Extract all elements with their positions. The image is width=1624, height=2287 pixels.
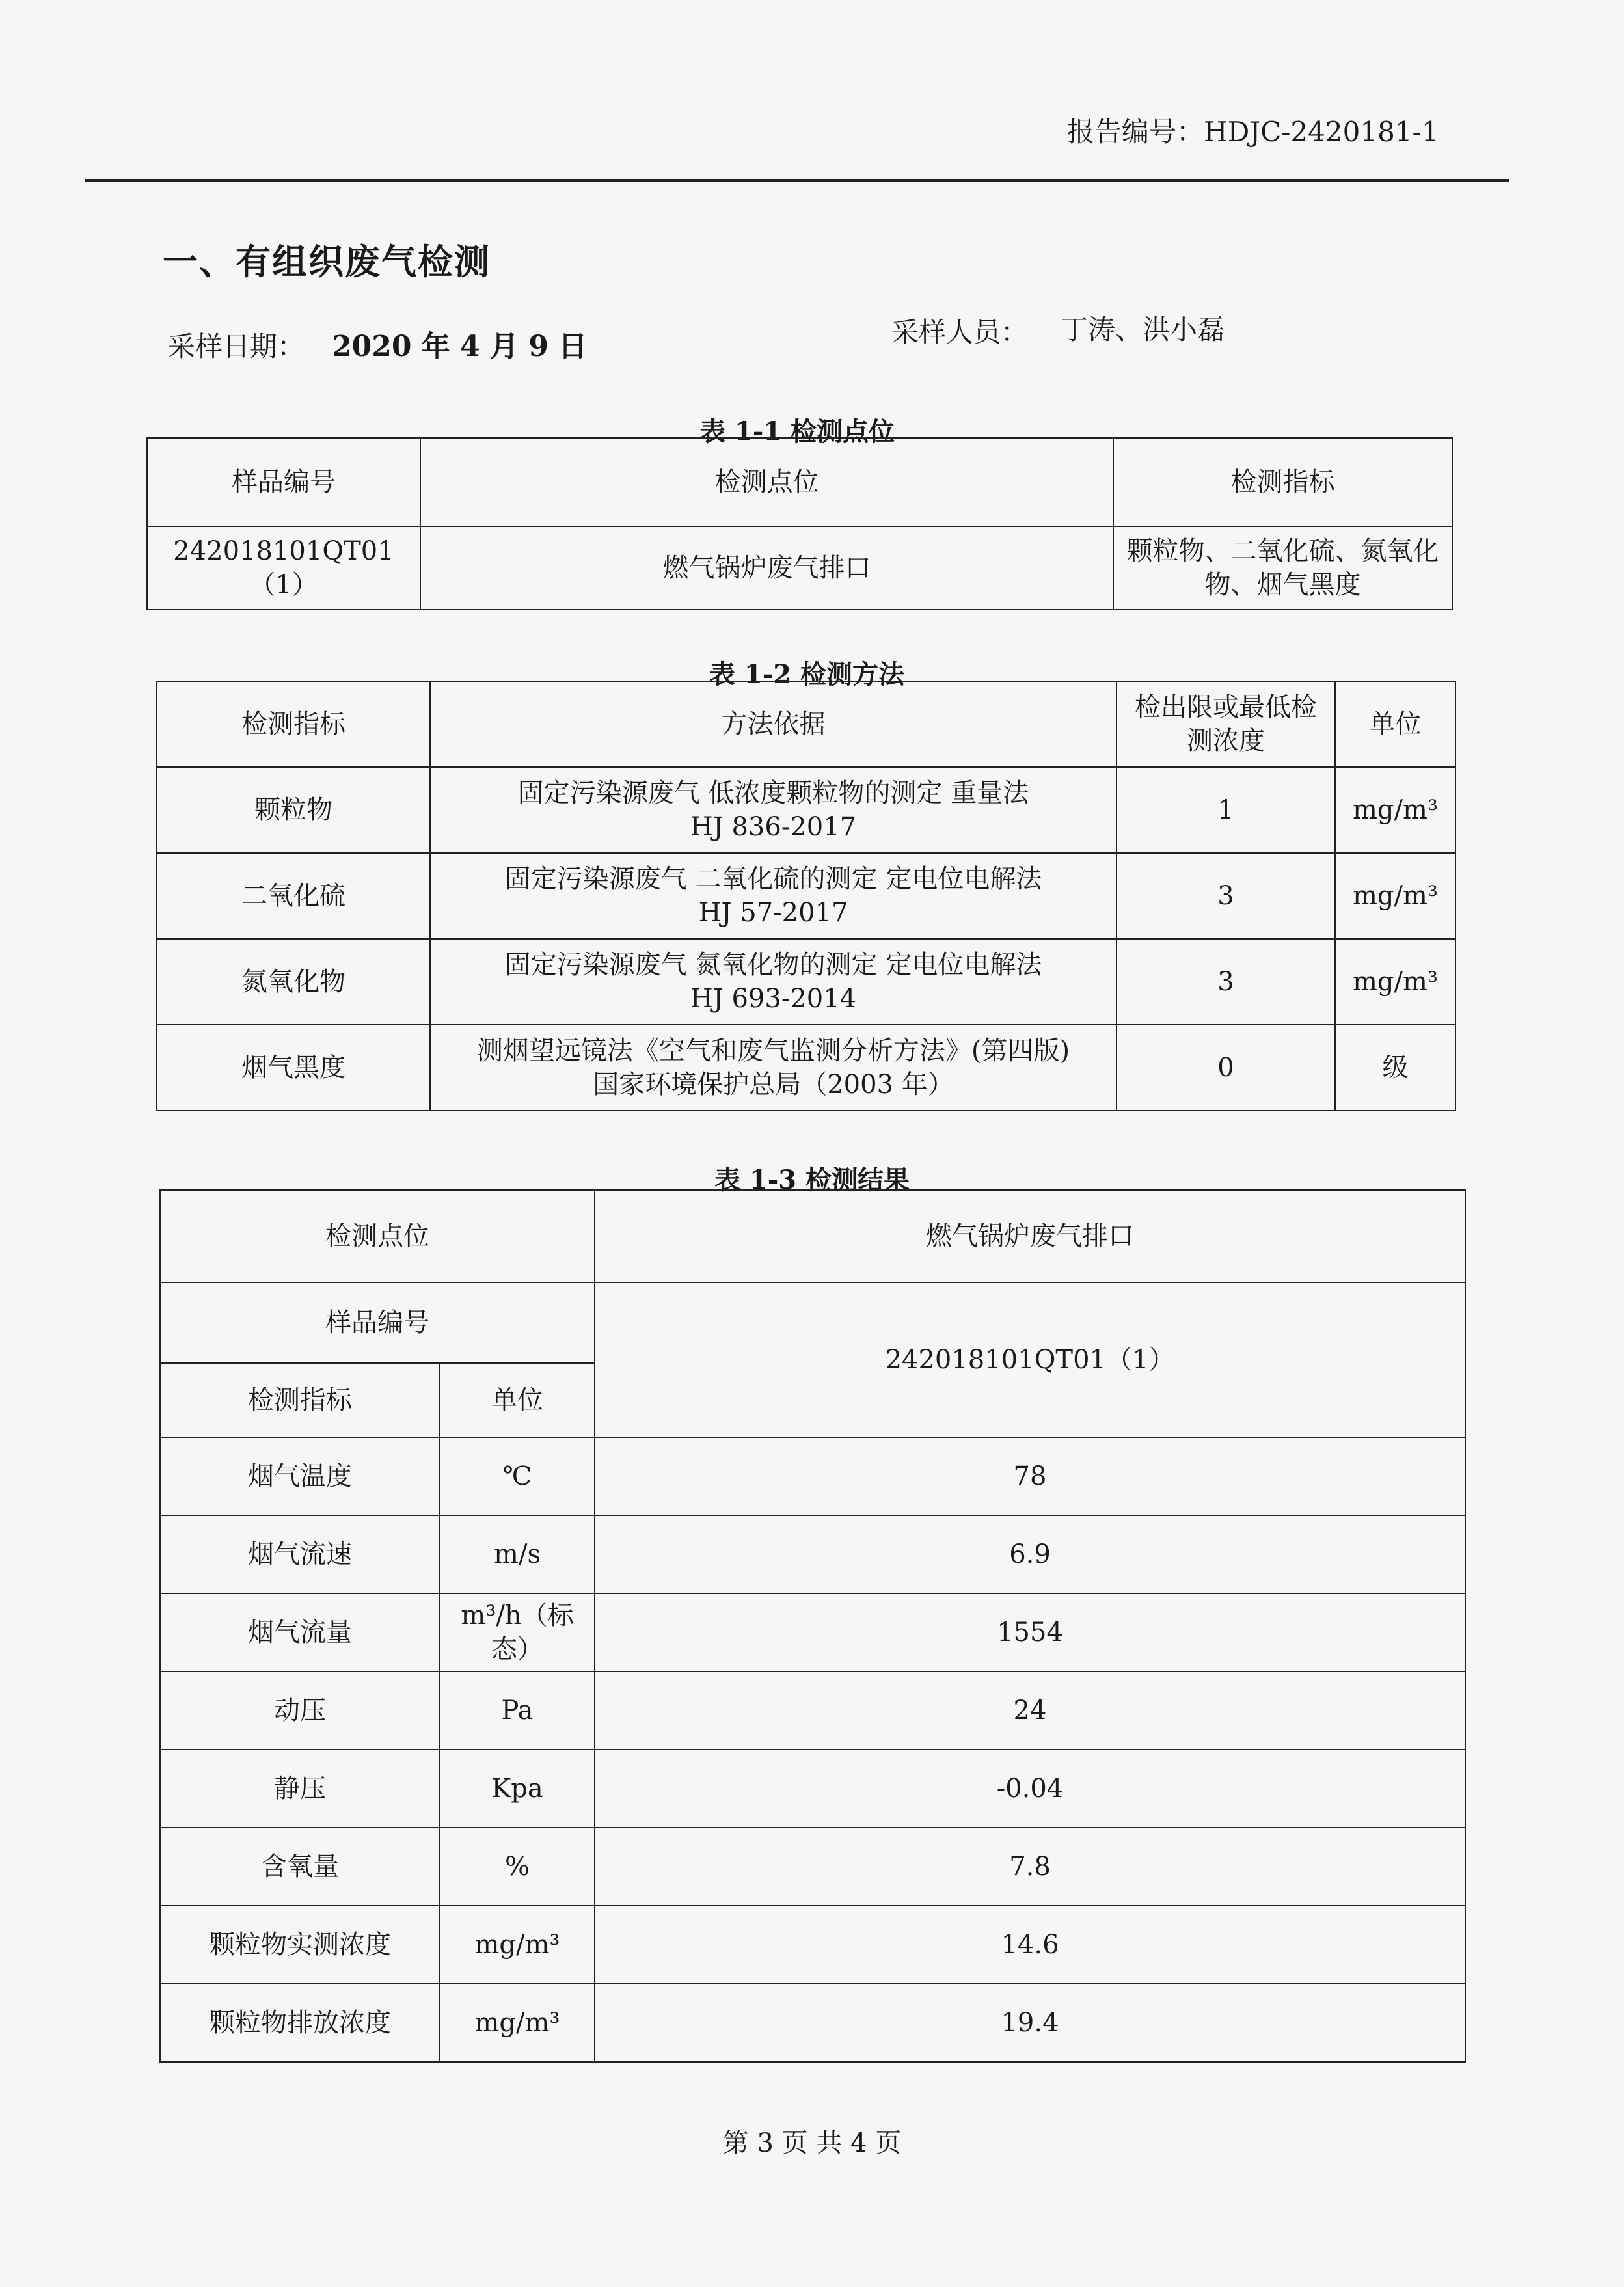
table-header-cell: 检出限或最低检测浓度	[1116, 681, 1335, 767]
table-cell: 动压	[160, 1671, 440, 1750]
table-cell: 烟气黑度	[157, 1025, 430, 1111]
table2-caption: 表 1-2 检测方法	[709, 659, 905, 690]
table-cell: 烟气流量	[160, 1593, 440, 1671]
table-cell: -0.04	[595, 1750, 1465, 1828]
sampling-date: 2020 年 4 月 9 日	[332, 330, 588, 363]
table-cell: ℃	[440, 1437, 595, 1515]
method-text: 固定污染源废气 氮氧化物的测定 定电位电解法	[504, 950, 1042, 980]
table-header-cell: 检测指标	[157, 681, 430, 767]
table-row	[160, 1906, 1465, 1984]
table-header-cell: 检测点位	[420, 438, 1113, 526]
table-cell: 含氧量	[160, 1828, 440, 1906]
table-row	[160, 1515, 1465, 1593]
section-title: 一、有组织废气检测	[163, 241, 491, 282]
table-row	[160, 1437, 1465, 1515]
method-text: 测烟望远镜法《空气和废气监测分析方法》(第四版)	[476, 1036, 1070, 1066]
table-cell	[430, 853, 1116, 939]
table-cell: 燃气锅炉废气排口	[420, 526, 1113, 610]
table-header-cell: 单位	[440, 1363, 595, 1437]
table-header-cell: 检测点位	[160, 1190, 595, 1282]
table-cell: mg/m³	[1335, 853, 1455, 939]
table-cell: mg/m³	[440, 1984, 595, 2062]
table-cell: 静压	[160, 1750, 440, 1828]
table-cell: Pa	[440, 1671, 595, 1750]
table-row	[160, 1671, 1465, 1750]
table-cell: 颗粒物、二氧化硫、氮氧化物、烟气黑度	[1113, 526, 1452, 610]
table-header-cell: 样品编号	[160, 1282, 595, 1363]
header-rule	[85, 179, 1509, 182]
table-sampling-points	[146, 437, 1453, 610]
table3-caption: 表 1-3 检测结果	[714, 1165, 910, 1195]
sampling-date-label: 采样日期：	[168, 331, 305, 362]
table-cell: 19.4	[595, 1984, 1465, 2062]
report-number: 报告编号：HDJC-2420181-1	[1067, 116, 1439, 148]
table-row	[160, 1984, 1465, 2062]
table-header-row	[147, 438, 1452, 526]
table-cell: 颗粒物排放浓度	[160, 1984, 440, 2062]
table-cell: 7.8	[595, 1828, 1465, 1906]
table-header-cell: 方法依据	[430, 681, 1116, 767]
table-cell: mg/m³	[1335, 767, 1455, 853]
table-results	[159, 1189, 1466, 2063]
table-header-row	[157, 681, 1455, 767]
sampler-label: 采样人员：	[891, 316, 1029, 348]
table-cell: m/s	[440, 1515, 595, 1593]
table-cell: 烟气流速	[160, 1515, 440, 1593]
table-cell	[430, 767, 1116, 853]
table-cell: mg/m³	[1335, 939, 1455, 1025]
table-cell: 1	[1116, 767, 1335, 853]
table-cell: mg/m³	[440, 1906, 595, 1984]
table-cell: 1554	[595, 1593, 1465, 1671]
table-cell: m³/h（标态）	[440, 1593, 595, 1671]
table-cell: 颗粒物实测浓度	[160, 1906, 440, 1984]
table-cell: Kpa	[440, 1750, 595, 1828]
table-cell: 0	[1116, 1025, 1335, 1111]
table-methods	[156, 681, 1456, 1111]
table-cell: 6.9	[595, 1515, 1465, 1593]
table-cell: 3	[1116, 853, 1335, 939]
table-cell: 烟气温度	[160, 1437, 440, 1515]
table-row	[157, 939, 1455, 1025]
table-header-cell: 检测指标	[160, 1363, 440, 1437]
method-standard: 国家环境保护总局（2003 年）	[593, 1070, 954, 1100]
table-row	[157, 853, 1455, 939]
table-cell: 3	[1116, 939, 1335, 1025]
table-cell: 二氧化硫	[157, 853, 430, 939]
table-cell	[430, 939, 1116, 1025]
method-standard: HJ 57-2017	[698, 898, 848, 928]
table-cell: 级	[1335, 1025, 1455, 1111]
table-cell: 颗粒物	[157, 767, 430, 853]
table-cell: 242018101QT01（1）	[147, 526, 420, 610]
table1-caption: 表 1-1 检测点位	[699, 416, 895, 447]
method-text: 固定污染源废气 低浓度颗粒物的测定 重量法	[517, 778, 1029, 808]
table-cell: %	[440, 1828, 595, 1906]
table-row	[160, 1282, 1465, 1363]
table-row	[147, 526, 1452, 610]
table-row	[160, 1593, 1465, 1671]
sampler-names: 丁涛、洪小磊	[1061, 314, 1225, 345]
table-row	[157, 767, 1455, 853]
table-row	[160, 1750, 1465, 1828]
table-row	[157, 1025, 1455, 1111]
table-row	[160, 1190, 1465, 1282]
table-header-cell: 检测指标	[1113, 438, 1452, 526]
table-row	[160, 1828, 1465, 1906]
table-header-cell: 单位	[1335, 681, 1455, 767]
table-cell: 24	[595, 1671, 1465, 1750]
table-cell: 氮氧化物	[157, 939, 430, 1025]
table-cell: 242018101QT01（1）	[595, 1282, 1465, 1437]
method-text: 固定污染源废气 二氧化硫的测定 定电位电解法	[504, 864, 1042, 894]
method-standard: HJ 693-2014	[690, 984, 857, 1014]
method-standard: HJ 836-2017	[690, 812, 857, 842]
table-header-cell: 样品编号	[147, 438, 420, 526]
table-cell: 78	[595, 1437, 1465, 1515]
table-cell	[430, 1025, 1116, 1111]
table-cell: 燃气锅炉废气排口	[595, 1190, 1465, 1282]
page-number: 第 3 页 共 4 页	[722, 2128, 902, 2158]
table-cell: 14.6	[595, 1906, 1465, 1984]
